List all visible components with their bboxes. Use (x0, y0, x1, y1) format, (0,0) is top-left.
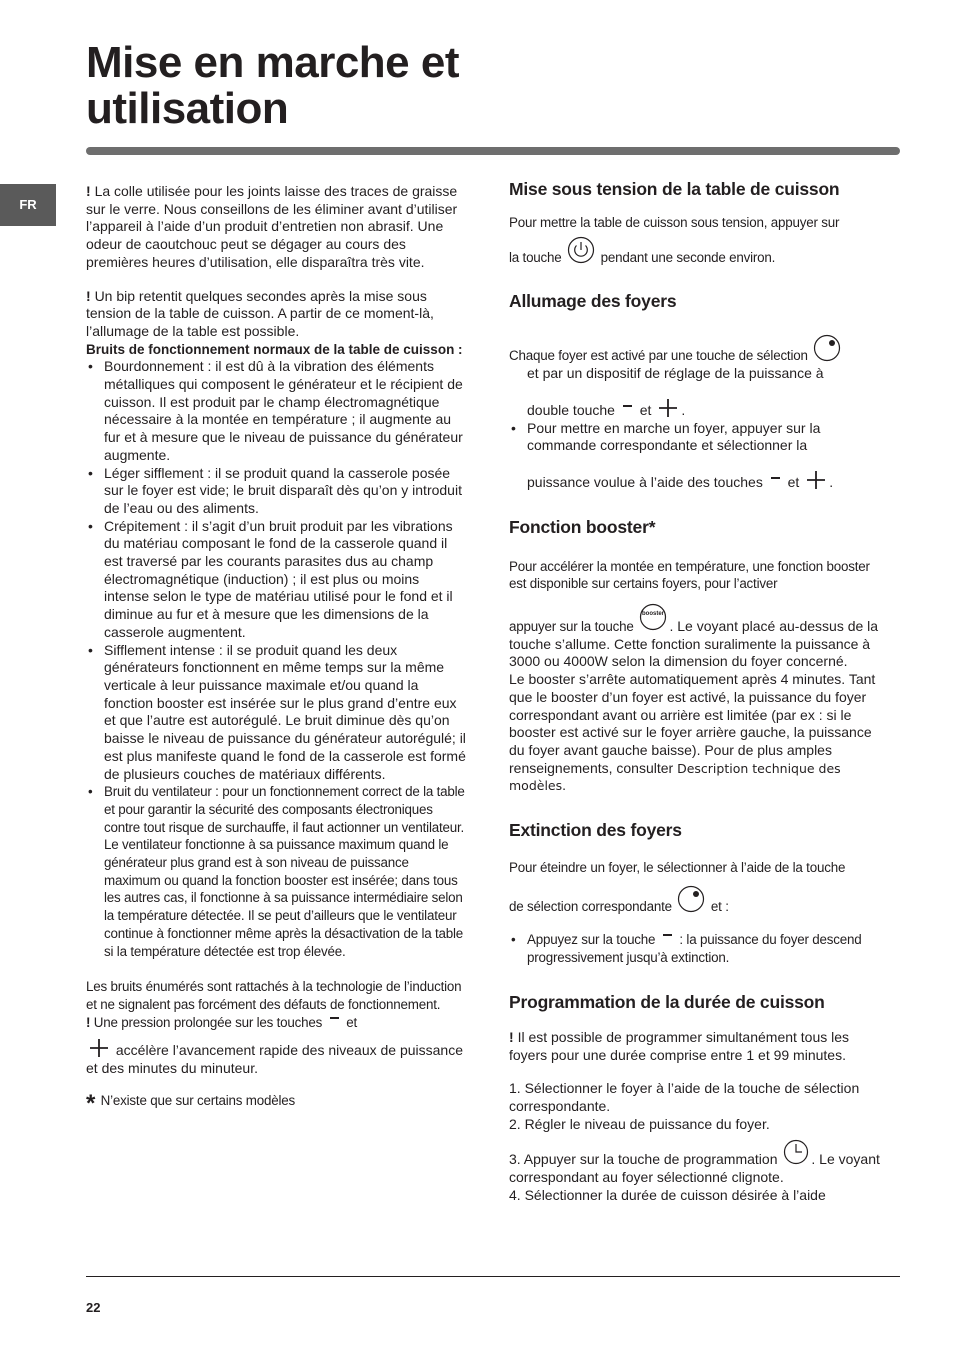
svg-text:booster: booster (642, 611, 665, 618)
plus-icon (805, 469, 827, 491)
section-title: Allumage des foyers (509, 291, 677, 312)
list-item: • Léger sifflement : il se produit quand la casserole posée sur le foyer est vide; le bruit disparaît dès qu’on y introduit de l’eau ou des aliments. (86, 465, 466, 518)
list-item: • Appuyez sur la touche : la puissance du foyer descend progressivement jusqu’à extinction. (509, 931, 889, 966)
power-icon (567, 236, 595, 264)
minus-icon (623, 405, 632, 407)
warning-glue: ! La colle utilisée pour les joints laisse des traces de graisse sur le verre. Nous conseillons de les éliminer avant d’utiliser l’appareil à l’aide d’un produit d’entretien non abrasif. Une odeur de caoutchouc peut se dégager au cours des premières heures d’utilisation, elle disparaîtra très vite. (86, 183, 458, 270)
section-booster: Fonction booster* Pour accélérer la montée en température, une fonction booster est disponible sur certains foyers, pour l’activer appuyer sur la touche booster . Le voyant placé au-dessus de la touche s’allume. Cette fonction suralimente la puissance à 3000 ou 4000W selon la dimension du foyer concerné. Le booster s’arrête automatiquement après 4 minutes. Tant que le booster d’un foyer est activé, la puissance du foyer correspondant avant ou arrière est limitée (par ex : si le booster est activé sur le foyer arrière gauche, la puissance du foyer avant gauche baisse). Pour de plus amples renseignements, consulter Description technique des modèles. (509, 516, 889, 795)
section-title: Fonction booster* (509, 516, 656, 537)
page-number: 22 (86, 1300, 101, 1315)
page-title (86, 40, 459, 132)
noise-heading: Bruits de fonctionnement normaux de la table de cuisson : (86, 341, 463, 357)
burner-off-list (509, 931, 889, 966)
title-line-1: Mise en marche et (86, 38, 459, 87)
section-power-on: Mise sous tension de la table de cuisson Pour mettre la table de cuisson sous tension, appuyer sur la touche pendant une seconde environ. (509, 178, 889, 266)
exclamation-icon: ! (86, 1014, 91, 1030)
section-burners-off: Extinction des foyers Pour éteindre un foyer, le sélectionner à l’aide de la touche de sélection correspondante et : • Appuyez sur la touche : la puissance du foyer descend progressivement jusqu’à extinction. (509, 819, 889, 967)
section-burners-on: Allumage des foyers Chaque foyer est activé par une touche de sélection et par un dispositif de réglage de la puissance à double touche et . • Pour mettre en marche un foyer, appuyer sur la commande correspondante et sélectionner la puissance voulue à l’aide des touches et . (509, 290, 889, 491)
model-description-link: Description technique des modèles (509, 760, 841, 794)
section-title: Programmation de la durée de cuisson (509, 991, 825, 1012)
section-timer: Programmation de la durée de cuisson ! Il est possible de programmer simultanément tous les foyers pour une durée comprise entre 1 et 99 minutes. 1. Sélectionner le foyer à l’aide de la touche de sélection correspondante. 2. Régler le niveau de puissance du foyer. 3. Appuyer sur la touche de programmation . Le voyant correspondant au foyer sélectionné clignote. 4. Sélectionner la durée de cuisson désirée à l’aide (509, 991, 889, 1205)
minus-icon (663, 934, 672, 936)
plus-icon (657, 397, 679, 419)
noise-note: Les bruits énumérés sont rattachés à la technologie de l’induction et ne signalent pas forcément des défauts de fonctionnement. (86, 979, 462, 1012)
list-item: • Pour mettre en marche un foyer, appuyer sur la commande correspondante et sélectionner la puissance voulue à l’aide des touches et . (509, 420, 889, 492)
list-item: • Crépitement : il s’agit d’un bruit produit par les vibrations du matériau composant le fond de la casserole quand il est traversé par les courants parasites dus au champ électromagnétique (induction) ; il est plus ou moins intense selon le type de matériau utilisé pour le fond et il diminue au fur et à mesure que les dimensions de la casserole augmentent. (86, 518, 466, 642)
burner-select-icon (677, 885, 705, 913)
right-column (509, 178, 889, 1205)
noise-list (86, 358, 466, 960)
title-divider (86, 147, 900, 155)
footer-divider (86, 1276, 900, 1277)
press-note: ! Une pression prolongée sur les touches et (86, 1014, 358, 1030)
section-title: Extinction des foyers (509, 820, 682, 841)
burner-list (509, 420, 889, 492)
list-item: • Bourdonnement : il est dû à la vibration des éléments métalliques qui composent le générateur et le récipient de cuisson. Il est produit par le champ électromagnétique nécessaire à la montée en température ; il augmente au fur et à mesure que le niveau de puissance du générateur augmente. (86, 358, 466, 464)
minus-icon (771, 477, 780, 479)
press-note-cont: accélère l’avancement rapide des niveaux de puissance et des minutes du minuteur. (86, 1037, 466, 1077)
asterisk-icon: * (86, 1089, 96, 1117)
left-column (86, 183, 466, 1117)
burner-select-icon (813, 334, 841, 362)
warning-beep: ! Un bip retentit quelques secondes après la mise sous tension de la table de cuisson. A partir de ce moment-là, l’allumage de la table est possible. (86, 287, 434, 339)
list-item: • Bruit du ventilateur : pour un fonctionnement correct de la table et pour garantir la sécurité des composants électroniques contre tout risque de surchauffe, il faut actionner un ventilateur. Le ventilateur fonctionne à sa puissance maximum quand le générateur plus grand est à son niveau de puissance maximum ou quand la fonction booster est insérée; dans tous les autres cas, il fonctionne à sa puissance intermédiaire selon la température détectée. Il se peut d’ailleurs que le ventilateur continue à fonctionner même après la désactivation de la table si la température détectée est trop élevée. (86, 783, 466, 960)
language-tab: FR (0, 184, 56, 226)
timer-icon (783, 1139, 809, 1165)
exclamation-icon: ! (86, 287, 91, 304)
section-title: Mise sous tension de la table de cuisson (509, 179, 840, 199)
list-item: • Sifflement intense : il se produit quand les deux générateurs fonctionnent en même temps sur la même verticale à leur puissance maximale et/ou quand la fonction booster est insérée sur le plus grand d’entre eux et que l’autre est autorégulé. Le bruit diminue dès qu’on baisse le niveau de puissance du générateur autorégulé; il est plus manifeste quand le fond de la casserole est formé de plusieurs couches de matériaux différents. (86, 642, 466, 784)
minus-icon (330, 1017, 339, 1019)
booster-icon (639, 603, 667, 631)
title-line-2: utilisation (86, 84, 289, 133)
plus-icon (88, 1037, 110, 1059)
exclamation-icon: ! (509, 1028, 514, 1045)
footnote: * N’existe que sur certains modèles (86, 1089, 296, 1117)
exclamation-icon: ! (86, 183, 91, 199)
